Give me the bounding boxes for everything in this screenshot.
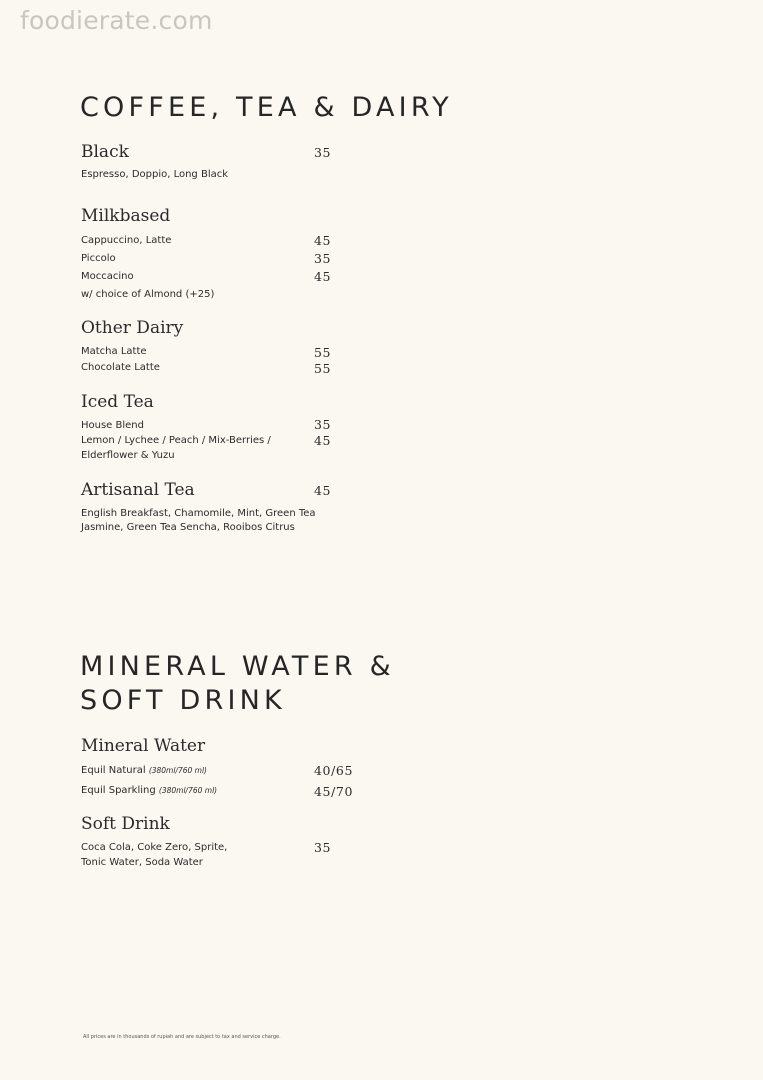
item-almond-option: w/ choice of Almond (+25) bbox=[81, 289, 215, 300]
item-soft-drink-line1: Coca Cola, Coke Zero, Sprite, bbox=[81, 842, 228, 853]
item-equil-sparkling-name: Equil Sparkling bbox=[81, 785, 156, 796]
category-soft-drink: Soft Drink bbox=[81, 814, 170, 834]
price-house-blend: 35 bbox=[314, 417, 332, 432]
item-artisanal-tea-line1: English Breakfast, Chamomile, Mint, Green Tea bbox=[81, 508, 316, 519]
category-black: Black bbox=[81, 142, 129, 162]
price-chocolate-latte: 55 bbox=[314, 361, 332, 376]
item-equil-natural-size: (380ml/760 ml) bbox=[148, 766, 207, 775]
price-equil-natural: 40/65 bbox=[314, 763, 354, 778]
item-matcha-latte: Matcha Latte bbox=[81, 346, 147, 357]
item-cappuccino-latte: Cappuccino, Latte bbox=[81, 235, 172, 246]
item-soft-drink-line2: Tonic Water, Soda Water bbox=[81, 857, 203, 868]
item-equil-natural bbox=[81, 765, 207, 776]
category-artisanal-tea: Artisanal Tea bbox=[81, 480, 195, 500]
item-flavored-iced-tea: Lemon / Lychee / Peach / Mix-Berries / bbox=[81, 435, 271, 446]
price-moccacino: 45 bbox=[314, 269, 332, 284]
item-house-blend: House Blend bbox=[81, 420, 144, 431]
item-black-description: Espresso, Doppio, Long Black bbox=[81, 169, 229, 180]
footnote: All prices are in thousands of rupiah and are subject to tax and service charge. bbox=[83, 1034, 281, 1040]
section-title-water-line1: MINERAL WATER & bbox=[80, 651, 395, 682]
price-soft-drink: 35 bbox=[314, 840, 332, 855]
price-artisanal-tea: 45 bbox=[314, 483, 332, 498]
category-milkbased: Milkbased bbox=[81, 206, 171, 226]
price-cappuccino-latte: 45 bbox=[314, 233, 332, 248]
price-flavored-iced-tea: 45 bbox=[314, 433, 332, 448]
section-title-coffee: COFFEE, TEA & DAIRY bbox=[80, 92, 453, 123]
price-black: 35 bbox=[314, 145, 332, 160]
item-chocolate-latte: Chocolate Latte bbox=[81, 362, 160, 373]
item-elderflower-yuzu: Elderflower & Yuzu bbox=[81, 450, 175, 461]
category-iced-tea: Iced Tea bbox=[81, 392, 154, 412]
watermark: foodierate.com bbox=[20, 6, 213, 35]
category-other-dairy: Other Dairy bbox=[81, 318, 184, 338]
item-piccolo: Piccolo bbox=[81, 253, 116, 264]
price-matcha-latte: 55 bbox=[314, 345, 332, 360]
category-mineral-water: Mineral Water bbox=[81, 736, 206, 756]
section-title-water-line2: SOFT DRINK bbox=[80, 685, 286, 716]
item-equil-natural-name: Equil Natural bbox=[81, 765, 146, 776]
item-equil-sparkling-size: (380ml/760 ml) bbox=[158, 786, 218, 795]
price-equil-sparkling: 45/70 bbox=[314, 784, 354, 799]
item-moccacino: Moccacino bbox=[81, 271, 134, 282]
price-piccolo: 35 bbox=[314, 251, 332, 266]
item-equil-sparkling bbox=[81, 785, 217, 796]
item-artisanal-tea-line2: Jasmine, Green Tea Sencha, Rooibos Citrus bbox=[81, 522, 295, 533]
